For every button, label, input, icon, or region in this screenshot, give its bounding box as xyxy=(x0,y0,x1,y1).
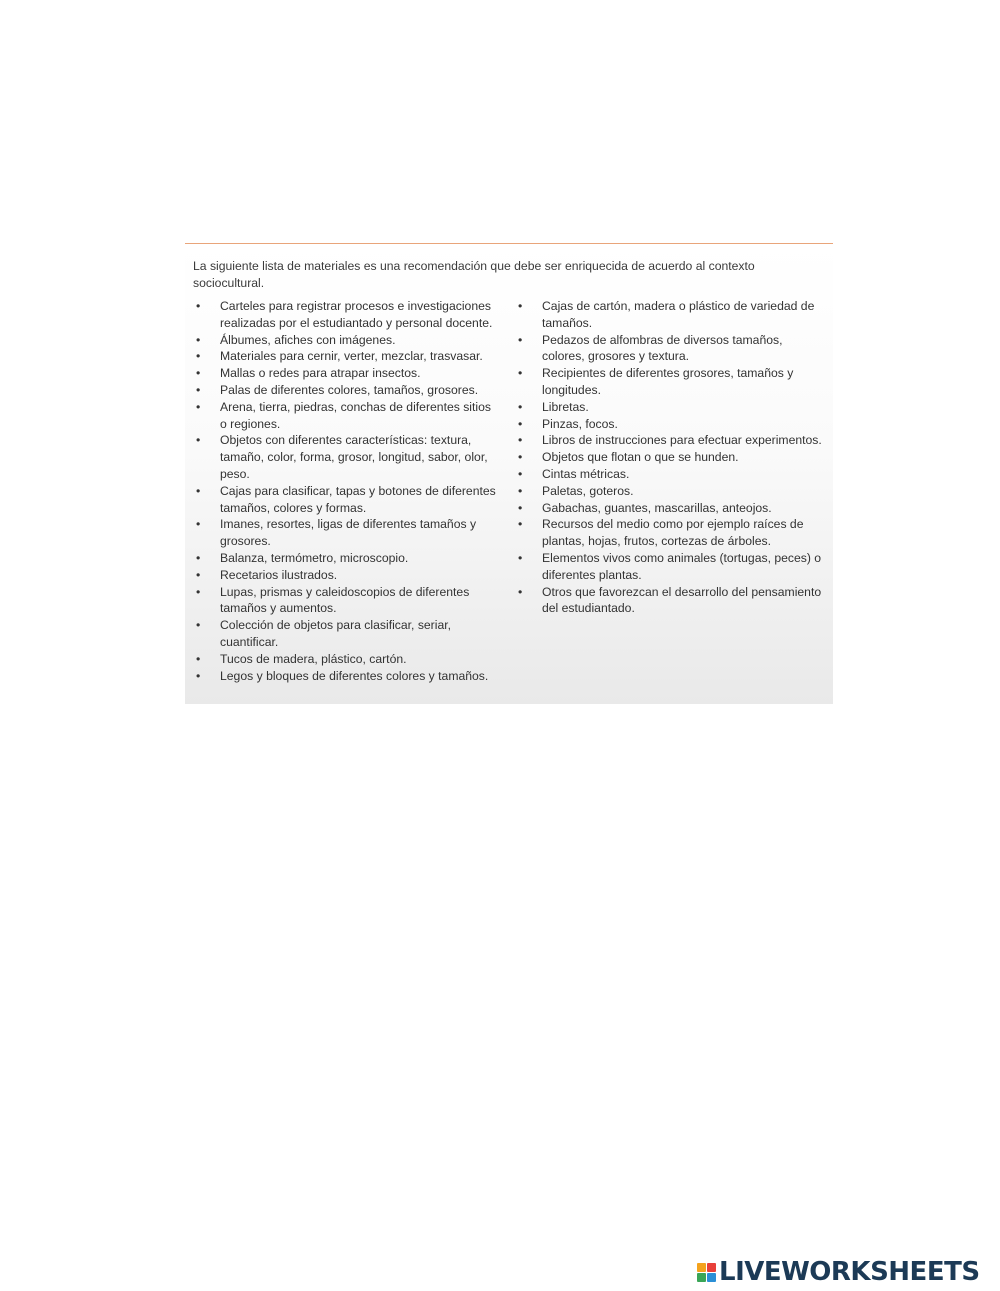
list-item xyxy=(515,516,827,550)
list-item-text: Materiales para cernir, verter, mezclar, trasvasar. xyxy=(220,349,483,364)
bullet-icon: • xyxy=(196,483,201,498)
list-item xyxy=(515,584,827,618)
list-item xyxy=(515,550,827,584)
bullet-icon: • xyxy=(196,517,201,532)
list-item-text: Paletas, goteros. xyxy=(542,483,634,498)
intro-text: La siguiente lista de materiales es una recomendación que debe ser enriquecida de acuerdo al contexto sociocultural. xyxy=(193,259,755,290)
bullet-icon: • xyxy=(196,382,201,397)
list-item xyxy=(515,332,827,366)
bullet-icon: • xyxy=(518,466,523,481)
bullet-icon: • xyxy=(196,567,201,582)
bullet-icon: • xyxy=(196,349,201,364)
bullet-icon: • xyxy=(518,517,523,532)
list-item-text: Recipientes de diferentes grosores, tamaños y longitudes. xyxy=(542,366,794,397)
bullet-icon: • xyxy=(518,416,523,431)
list-item xyxy=(193,382,498,399)
materials-list-left xyxy=(193,298,498,684)
list-item-text: Balanza, termómetro, microscopio. xyxy=(220,550,409,565)
bullet-icon: • xyxy=(518,366,523,381)
materials-list-right xyxy=(515,298,827,617)
list-item-text: Objetos que flotan o que se hunden. xyxy=(542,450,739,465)
list-item xyxy=(515,483,827,500)
liveworksheets-logo xyxy=(697,1257,980,1287)
list-item xyxy=(515,432,827,449)
brand-name: LIVEWORKSHEETS xyxy=(719,1257,980,1287)
list-item-text: Álbumes, afiches con imágenes. xyxy=(220,332,396,347)
list-item-text: Arena, tierra, piedras, conchas de diferentes sitios o regiones. xyxy=(220,399,491,431)
list-item xyxy=(193,567,498,584)
list-item-text: Objetos con diferentes características: textura, tamaño, color, forma, grosor, longitud, sabor, olor, peso. xyxy=(220,433,488,481)
bullet-icon: • xyxy=(518,299,523,313)
list-item-text: Cajas de cartón, madera o plástico de variedad de tamaños. xyxy=(542,299,815,330)
bullet-icon: • xyxy=(196,668,201,683)
list-item xyxy=(193,298,498,332)
bullet-icon: • xyxy=(518,584,523,599)
logo-square xyxy=(697,1273,706,1282)
list-item-text: Pinzas, focos. xyxy=(542,416,618,431)
list-item xyxy=(193,550,498,567)
bullet-icon: • xyxy=(518,399,523,414)
list-item-text: Colección de objetos para clasificar, seriar, cuantificar. xyxy=(220,618,452,649)
list-item-text: Mallas o redes para atrapar insectos. xyxy=(220,366,421,381)
bullet-icon: • xyxy=(196,399,201,414)
list-item-text: Cajas para clasificar, tapas y botones de diferentes tamaños, colores y formas. xyxy=(220,483,496,515)
bullet-icon: • xyxy=(196,433,201,448)
bullet-icon: • xyxy=(196,550,201,565)
list-item xyxy=(193,516,498,550)
bullet-icon: • xyxy=(196,618,201,633)
list-item xyxy=(515,298,827,332)
bullet-icon: • xyxy=(196,332,201,347)
bullet-icon: • xyxy=(518,500,523,515)
bullet-icon: • xyxy=(196,584,201,599)
list-item-text: Libretas. xyxy=(542,399,589,414)
list-item xyxy=(193,332,498,349)
bullet-icon: • xyxy=(518,550,523,565)
logo-square xyxy=(707,1273,716,1282)
materials-panel xyxy=(185,243,833,704)
bullet-icon: • xyxy=(196,366,201,381)
bullet-icon: • xyxy=(196,651,201,666)
list-item-text: Lupas, prismas y caleidoscopios de diferentes tamaños y aumentos. xyxy=(220,584,470,616)
bullet-icon: • xyxy=(518,483,523,498)
list-item xyxy=(515,449,827,466)
list-item-text: Gabachas, guantes, mascarillas, anteojos. xyxy=(542,500,772,515)
list-item xyxy=(515,365,827,399)
list-item-text: Elementos vivos como animales (tortugas, peces) o diferentes plantas. xyxy=(542,550,822,582)
logo-mark-icon xyxy=(697,1263,716,1282)
list-item xyxy=(193,584,498,618)
list-item-text: Recetarios ilustrados. xyxy=(220,567,338,582)
list-item-text: Recursos del medio como por ejemplo raíces de plantas, hojas, frutos, cortezas de árboles. xyxy=(542,517,804,549)
logo-square xyxy=(707,1263,716,1272)
list-item-text: Carteles para registrar procesos e investigaciones realizadas por el estudiantado y personal docente. xyxy=(220,299,493,330)
list-item xyxy=(515,416,827,433)
list-item-text: Otros que favorezcan el desarrollo del pensamiento del estudiantado. xyxy=(542,584,822,616)
list-item xyxy=(193,348,498,365)
list-item-text: Pedazos de alfombras de diversos tamaños, colores, grosores y textura. xyxy=(542,332,783,364)
list-item-text: Cintas métricas. xyxy=(542,466,630,481)
list-item xyxy=(515,500,827,517)
list-item xyxy=(193,651,498,668)
list-item xyxy=(193,365,498,382)
list-item xyxy=(193,617,498,651)
bullet-icon: • xyxy=(518,433,523,448)
list-item-text: Imanes, resortes, ligas de diferentes tamaños y grosores. xyxy=(220,517,477,549)
list-item xyxy=(193,399,498,433)
list-item-text: Tucos de madera, plástico, cartón. xyxy=(220,651,407,666)
list-item-text: Legos y bloques de diferentes colores y tamaños. xyxy=(220,668,489,683)
list-item xyxy=(515,399,827,416)
bullet-icon: • xyxy=(196,299,201,313)
list-item-text: Palas de diferentes colores, tamaños, grosores. xyxy=(220,382,479,397)
logo-square xyxy=(697,1263,706,1272)
list-item-text: Libros de instrucciones para efectuar experimentos. xyxy=(542,433,822,448)
bullet-icon: • xyxy=(518,332,523,347)
bullet-icon: • xyxy=(518,450,523,465)
list-item xyxy=(193,483,498,517)
list-item xyxy=(515,466,827,483)
list-item xyxy=(193,668,498,685)
list-item xyxy=(193,432,498,482)
